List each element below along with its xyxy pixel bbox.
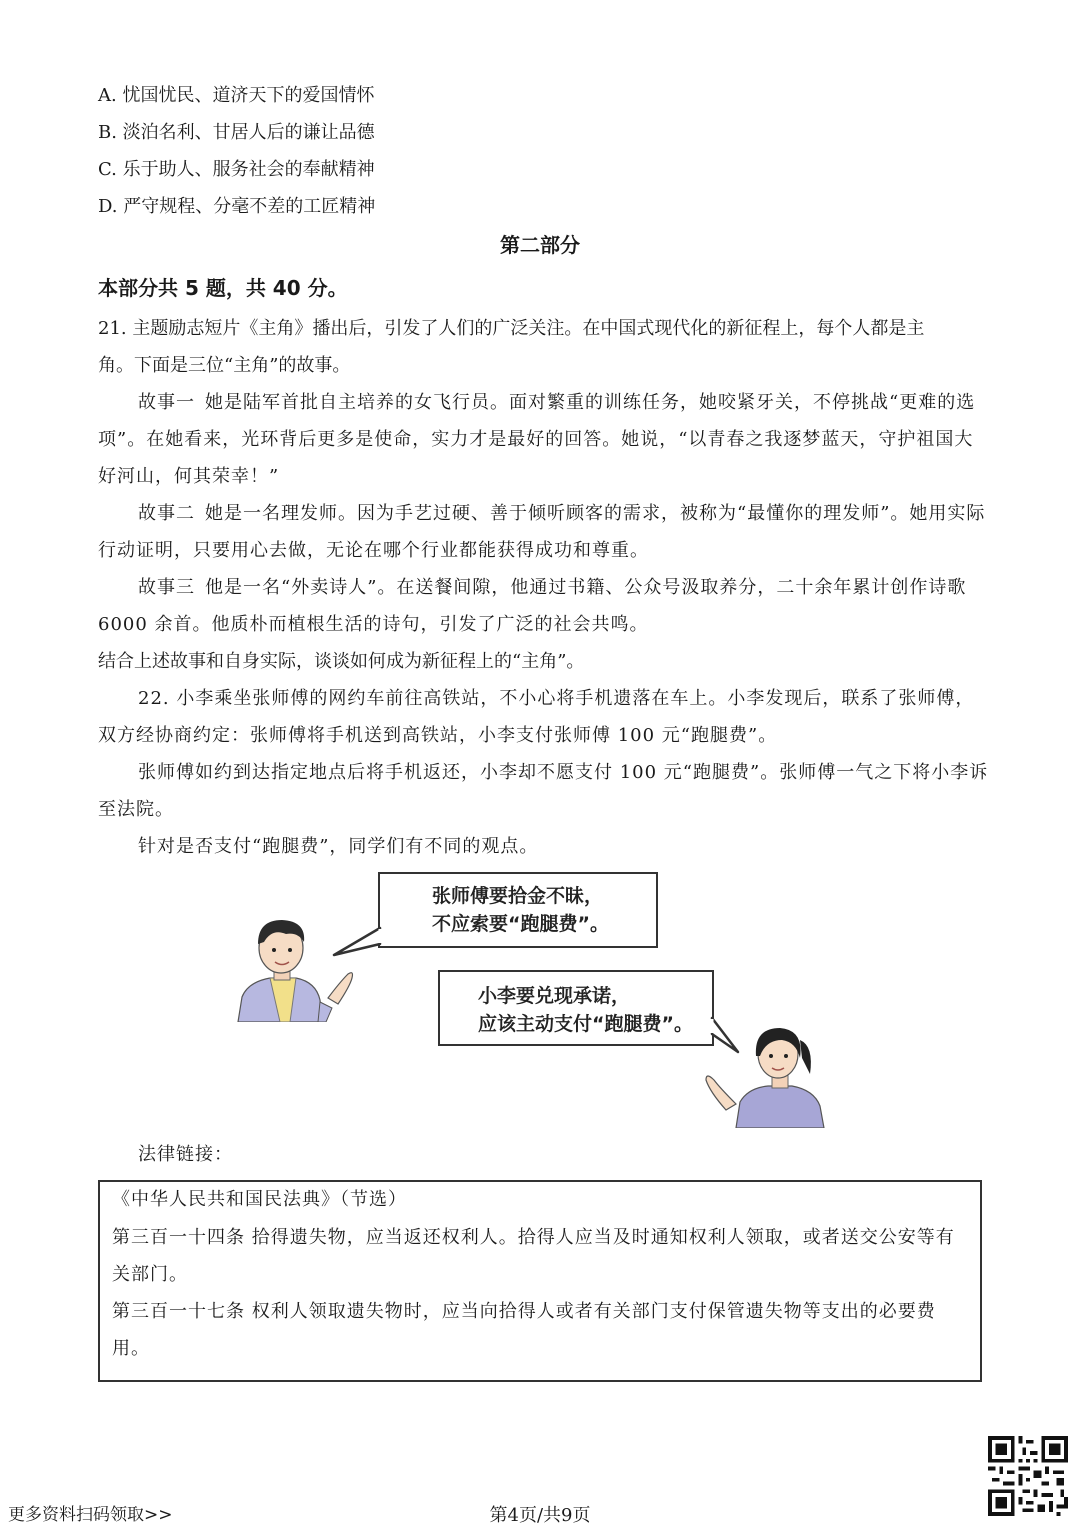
story3-line-2: 6000 余首。他质朴而植根生活的诗句，引发了广泛的社会共鸣。	[98, 614, 649, 635]
story2-line-1	[138, 502, 985, 526]
story2-text: 她是一名理发师。因为手艺过硬、善于倾听顾客的需求，被称为“最懂你的理发师”。她用实际	[205, 503, 986, 524]
girl-bubble-line-2: 应该主动支付“跑腿费”。	[478, 1013, 693, 1035]
q22-para2-line-2: 至法院。	[98, 799, 174, 820]
boy-speech-bubble	[378, 872, 658, 948]
q22-para1-line-2: 双方经协商约定：张师傅将手机送到高铁站，小李支付张师傅 100 元“跑腿费”。	[98, 725, 778, 746]
boy-bubble-line-2: 不应索要“跑腿费”。	[432, 913, 609, 935]
article-317-line-2: 用。	[112, 1338, 150, 1359]
q21-prompt: 结合上述故事和自身实际，谈谈如何成为新征程上的“主角”。	[98, 651, 585, 672]
story1-line-3: 好河山，何其荣幸！”	[98, 466, 280, 487]
story3-label: 故事三	[138, 577, 195, 598]
story2-line-2: 行动证明，只要用心去做，无论在哪个行业都能获得成功和尊重。	[98, 540, 649, 561]
boy-bubble-line-1: 张师傅要拾金不昧，	[432, 885, 604, 907]
story2-label: 故事二	[138, 503, 195, 524]
article-317-line-1: 第三百一十七条 权利人领取遗失物时，应当向拾得人或者有关部门支付保管遗失物等支出的必要费	[112, 1301, 936, 1322]
q22-para1-line-1: 22. 小李乘坐张师傅的网约车前往高铁站，不小心将手机遗落在车上。小李发现后，联系了张师傅，	[138, 688, 975, 709]
story3-text: 他是一名“外卖诗人”。在送餐间隙，他通过书籍、公众号汲取养分，二十余年累计创作诗歌	[205, 577, 967, 598]
girl-speech-bubble	[438, 970, 714, 1046]
option-d: D. 严守规程、分毫不差的工匠精神	[98, 196, 376, 217]
option-c: C. 乐于助人、服务社会的奉献精神	[98, 159, 375, 180]
section-title: 第二部分	[500, 233, 580, 257]
story1-label: 故事一	[138, 392, 195, 413]
story3-line-1	[138, 576, 966, 600]
story1-text: 她是陆军首批自主培养的女飞行员。面对繁重的训练任务，她咬紧牙关，不停挑战“更难的选	[205, 392, 976, 413]
law-link-label: 法律链接：	[138, 1144, 233, 1165]
girl-bubble-line-1: 小李要兑现承诺，	[478, 985, 631, 1007]
article-314-line-1: 第三百一十四条 拾得遗失物，应当返还权利人。拾得人应当及时通知权利人领取，或者送交公安等有	[112, 1227, 955, 1248]
boy-illustration	[228, 912, 378, 1022]
q21-line-2: 角。下面是三位“主角”的故事。	[98, 355, 351, 376]
story1-line-1	[138, 391, 975, 415]
law-title: 《中华人民共和国民法典》（节选）	[112, 1189, 407, 1210]
girl-illustration	[696, 1018, 836, 1128]
page-number: 第4页/共9页	[489, 1505, 591, 1526]
q22-para3: 针对是否支付“跑腿费”，同学们有不同的观点。	[138, 836, 539, 857]
story1-line-2: 项”。在她看来，光环背后更多是使命，实力才是最好的回答。她说，“以青春之我逐梦蓝天，守护祖国大	[98, 429, 974, 450]
section-intro: 本部分共 5 题，共 40 分。	[98, 276, 348, 300]
option-b: B. 淡泊名利、甘居人后的谦让品德	[98, 122, 375, 143]
option-a: A. 忧国忧民、道济天下的爱国情怀	[98, 85, 375, 106]
article-314-line-2: 关部门。	[112, 1264, 188, 1285]
q22-para2-line-1: 张师傅如约到达指定地点后将手机返还，小李却不愿支付 100 元“跑腿费”。张师傅一气之下将小李诉	[138, 762, 989, 783]
q21-line-1: 21. 主题励志短片《主角》播出后，引发了人们的广泛关注。在中国式现代化的新征程上，每个人都是主	[98, 318, 925, 339]
footer-scan-prompt[interactable]: 更多资料扫码领取>>	[8, 1505, 173, 1525]
